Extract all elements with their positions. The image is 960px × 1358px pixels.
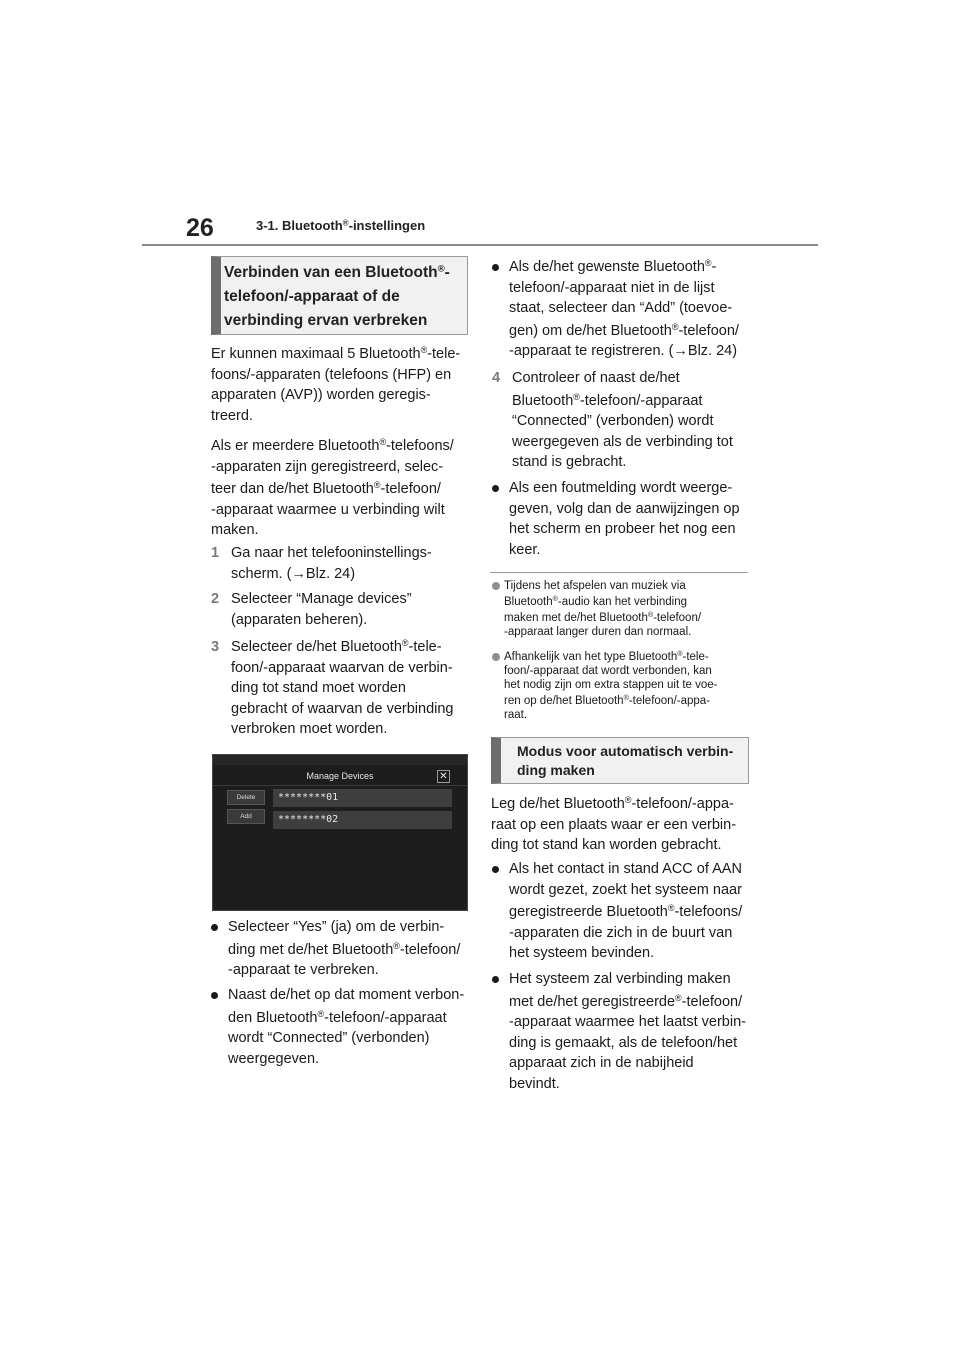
bullet-dot bbox=[492, 264, 499, 271]
page-number: 26 bbox=[186, 214, 214, 242]
bullet-last-connected: Het systeem zal verbinding maken met de/het geregistreerde®-telefoon/ -apparaat waarmee het laatst verbin- ding is gemaakt, als de telefoon/het apparaat zich in de nabijheid bevindt. bbox=[492, 969, 754, 1095]
note-dot bbox=[492, 582, 500, 590]
bullet-acc-search: Als het contact in stand ACC of AAN wordt gezet, zoekt het systeem naar geregistreerde Bluetooth®-telefoons/ -apparaten die zich in de buurt van het systeem bevinden. bbox=[492, 859, 754, 964]
note-device-type: Afhankelijk van het type Bluetooth®-tele- foon/-apparaat dat wordt verbonden, kan het nodig zijn om extra stappen uit te voe- ren op de/het Bluetooth®-telefoon/-appa- raat. bbox=[492, 650, 754, 722]
bullet-dot bbox=[211, 924, 218, 931]
bullet-error-message: Als een foutmelding wordt weerge- geven, volg dan de aanwijzingen op het scherm en probeer het nog een keer. bbox=[492, 478, 754, 560]
bullet-dot bbox=[492, 866, 499, 873]
intro-paragraph: Er kunnen maximaal 5 Bluetooth®-tele- foons/-apparaten (telefoons (HFP) en apparaten (AVP)) worden geregis- treerd. bbox=[211, 345, 461, 424]
step-4: 4 Controleer of naast de/het Bluetooth®-telefoon/-apparaat “Connected” (verbonden) wordt weergegeven als de verbinding tot stand is gebracht. bbox=[492, 370, 733, 471]
multiple-devices-paragraph: Als er meerdere Bluetooth®-telefoons/ -apparaten zijn geregistreerd, selec- teer dan de/het Bluetooth®-telefoon/ -apparaat waarmee u verbinding wilt maken. bbox=[211, 437, 454, 539]
close-icon[interactable]: ✕ bbox=[437, 770, 450, 783]
delete-button[interactable]: Delete bbox=[227, 790, 265, 805]
bullet-dot bbox=[492, 485, 499, 492]
note-dot bbox=[492, 653, 500, 661]
bullet-select-yes: Selecteer “Yes” (ja) om de verbin- ding met de/het Bluetooth®-telefoon/ -apparaat te verbreken. bbox=[211, 917, 471, 981]
bullet-dot bbox=[492, 976, 499, 983]
screen-title: Manage Devices bbox=[306, 771, 374, 781]
add-button[interactable]: Add bbox=[227, 809, 265, 824]
note-divider bbox=[490, 572, 748, 573]
header-rule bbox=[142, 244, 818, 246]
screen-status-bar bbox=[213, 755, 467, 765]
section-heading-auto-connect: Modus voor automatisch verbin- ding maken bbox=[491, 737, 749, 784]
section-heading-connect: Verbinden van een Bluetooth®- telefoon/-apparaat of de verbinding ervan verbreken bbox=[211, 256, 468, 335]
step-3: 3 Selecteer de/het Bluetooth®-tele- foon/-apparaat waarvan de verbin- ding tot stand moet worden gebracht of waarvan de verbinding verbroken moet worden. bbox=[211, 638, 454, 738]
device-row-2[interactable]: ********02 bbox=[273, 811, 452, 829]
note-audio-playback: Tijdens het afspelen van muziek via Bluetooth®-audio kan het verbinding maken met de/het Bluetooth®-telefoon/ -apparaat langer duren dan normaal. bbox=[492, 579, 754, 639]
bullet-add-device: Als de/het gewenste Bluetooth®- telefoon/-apparaat niet in de lijst staat, selecteer dan “Add” (toevoe- gen) om de/het Bluetooth®-telefoon/ -apparaat te registreren. (→Blz. 24) bbox=[492, 257, 754, 362]
manage-devices-screenshot bbox=[212, 754, 468, 911]
section-title: 3-1. Bluetooth®-instellingen bbox=[256, 218, 426, 233]
step-1: 1 Ga naar het telefooninstellings- scherm. (→Blz. 24) bbox=[211, 545, 432, 582]
device-row-1[interactable]: ********01 bbox=[273, 789, 452, 807]
bullet-connected: Naast de/het op dat moment verbon- den Bluetooth®-telefoon/-apparaat wordt “Connected” (verbonden) weergegeven. bbox=[211, 985, 471, 1069]
screen-divider bbox=[213, 785, 467, 786]
auto-connect-intro: Leg de/het Bluetooth®-telefoon/-appa- raat op een plaats waar er een verbin- ding tot stand kan worden gebracht. bbox=[491, 795, 737, 854]
step-2: 2 Selecteer “Manage devices” (apparaten beheren). bbox=[211, 591, 412, 628]
bullet-dot bbox=[211, 992, 218, 999]
